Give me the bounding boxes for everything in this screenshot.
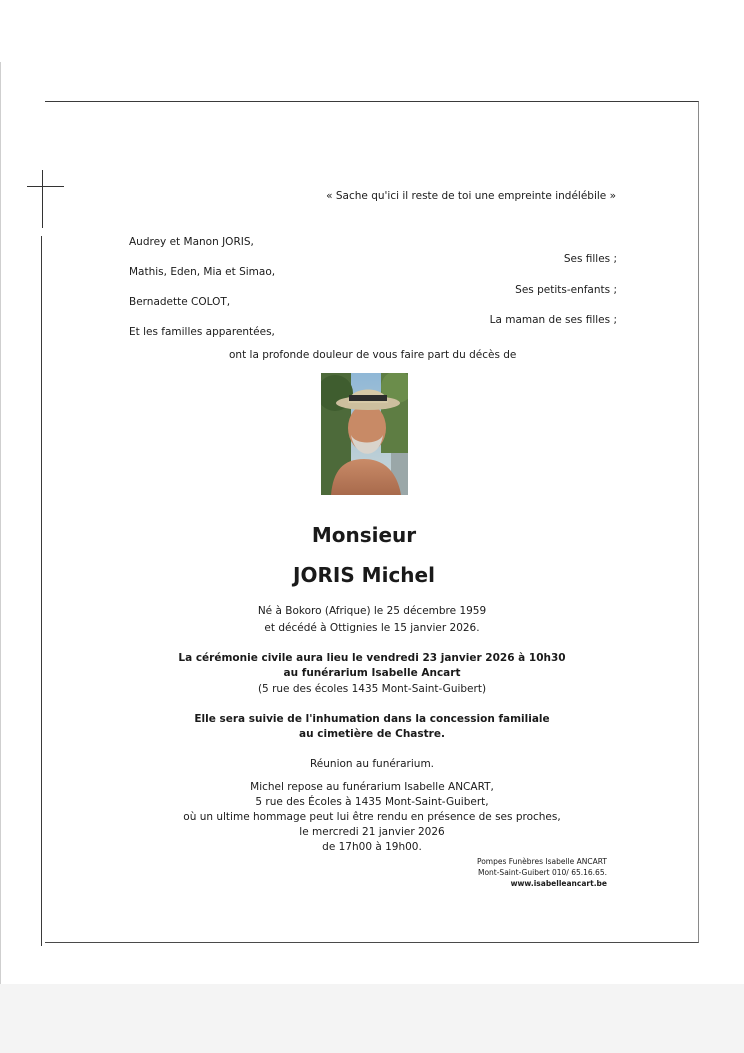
visitation-line: 5 rue des Écoles à 1435 Mont-Saint-Guibert, <box>255 796 489 808</box>
announcement-text: ont la profonde douleur de vous faire part du décès de <box>229 349 517 361</box>
family-relation: Ses filles ; <box>563 253 617 265</box>
family-name: Et les familles apparentées, <box>129 326 275 338</box>
funeral-home-name: Pompes Funèbres Isabelle ANCART <box>476 857 607 866</box>
scan-margin <box>0 984 744 1053</box>
ceremony-line: La cérémonie civile aura lieu le vendredi 23 janvier 2026 à 10h30 <box>178 652 566 664</box>
family-relation: La maman de ses filles ; <box>489 314 617 326</box>
visitation-line: où un ultime hommage peut lui être rendu en présence de ses proches, <box>183 811 561 823</box>
cross-icon-vertical <box>42 170 43 228</box>
ceremony-venue: au funérarium Isabelle Ancart <box>283 667 461 679</box>
burial-place: au cimetière de Chastre. <box>299 728 445 740</box>
epitaph-quote: « Sache qu'ici il reste de toi une empreinte indélébile » <box>326 190 616 202</box>
deceased-title: Monsieur <box>311 523 417 547</box>
burial-line: Elle sera suivie de l'inhumation dans la concession familiale <box>194 713 550 725</box>
family-name: Audrey et Manon JORIS, <box>129 236 254 248</box>
ceremony-address: (5 rue des écoles 1435 Mont-Saint-Guibert) <box>257 683 487 695</box>
portrait-photo <box>321 373 408 495</box>
portrait-photo-image <box>321 373 408 495</box>
funeral-home-website[interactable]: www.isabelleancart.be <box>510 879 607 888</box>
family-relation: Ses petits-enfants ; <box>515 284 617 296</box>
funeral-home-phone: Mont-Saint-Guibert 010/ 65.16.65. <box>477 868 607 877</box>
page-frame-left-edge <box>41 236 42 946</box>
visitation-line: de 17h00 à 19h00. <box>322 841 422 853</box>
death-info: et décédé à Ottignies le 15 janvier 2026. <box>264 622 480 634</box>
deceased-name: JORIS Michel <box>293 563 435 587</box>
reunion-text: Réunion au funérarium. <box>309 758 435 770</box>
family-name: Mathis, Eden, Mia et Simao, <box>129 266 276 278</box>
family-name: Bernadette COLOT, <box>129 296 231 308</box>
cross-icon-horizontal <box>27 186 64 187</box>
visitation-line: Michel repose au funérarium Isabelle ANCART, <box>250 781 494 793</box>
birth-info: Né à Bokoro (Afrique) le 25 décembre 1959 <box>257 605 487 617</box>
visitation-line: le mercredi 21 janvier 2026 <box>299 826 445 838</box>
